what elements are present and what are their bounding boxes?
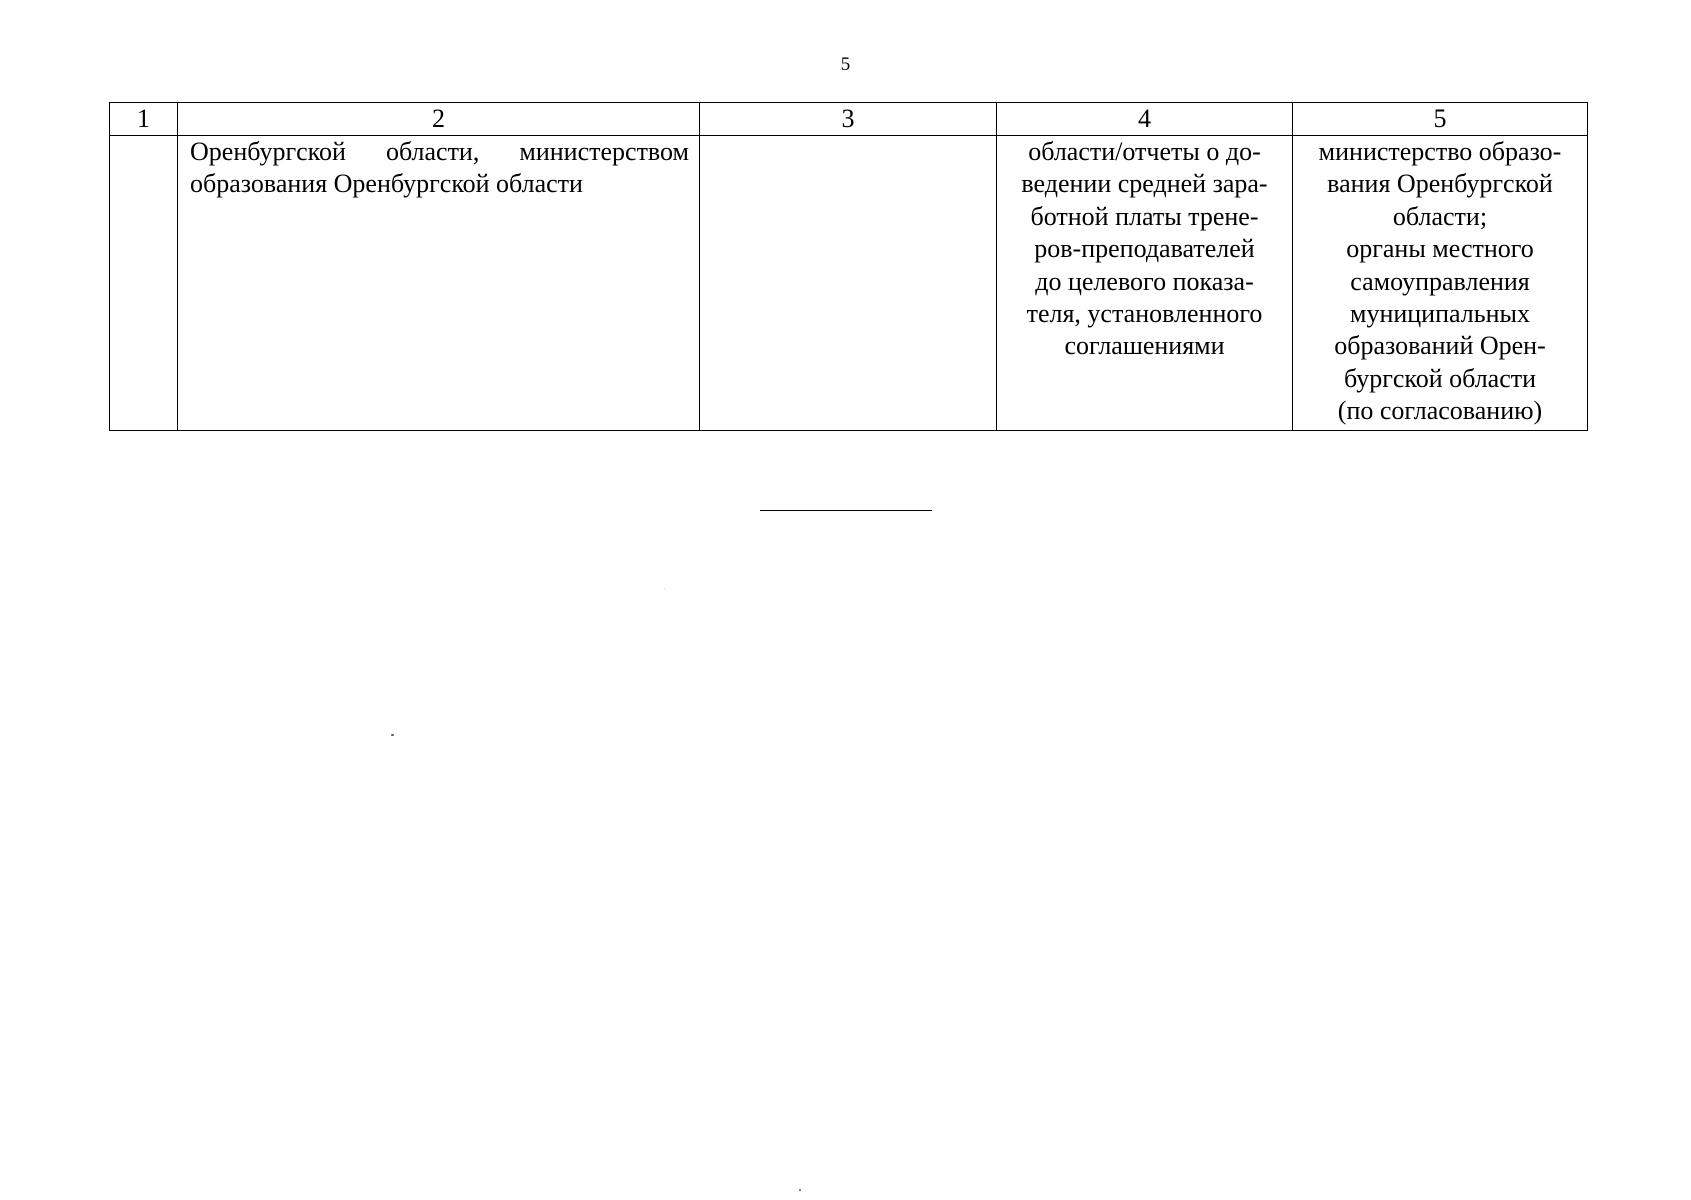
column-number-1: 1	[110, 103, 178, 136]
table-row	[110, 136, 1588, 431]
text-line: муниципальных	[1349, 299, 1530, 329]
cell-expected-result	[997, 136, 1293, 431]
scan-speck	[799, 1189, 801, 1191]
text-line: министерство образо-	[1318, 137, 1562, 166]
scan-speck	[664, 588, 665, 589]
text-line: органы местного	[1346, 234, 1534, 264]
separator-line	[760, 510, 932, 511]
text-line: вания Оренбургской	[1327, 169, 1553, 199]
text-line: образований Орен-	[1334, 331, 1546, 361]
cell-event-description	[178, 136, 700, 431]
text-line: области;	[1392, 201, 1488, 231]
text-line: до целевого показа-	[1035, 266, 1254, 296]
column-number-4: 4	[997, 103, 1293, 136]
text-line: самоуправления	[1350, 266, 1530, 296]
cell-responsible	[1293, 136, 1588, 431]
text-line: (по согласованию)	[1337, 396, 1543, 426]
scan-speck	[391, 734, 394, 736]
text-line: ботной платы трене-	[1030, 201, 1259, 231]
text-line: теля, установленного	[1026, 299, 1263, 329]
table-header-row	[110, 103, 1588, 136]
text-line: образования Оренбургской области	[190, 169, 583, 199]
document-table	[109, 102, 1588, 431]
column-number-2: 2	[178, 103, 700, 136]
text-line: Оренбургской области, министерством	[190, 137, 689, 166]
text-line: соглашениями	[1064, 331, 1225, 361]
text-line: бургской области	[1343, 363, 1537, 393]
text-line: ведении средней зара-	[1021, 169, 1268, 199]
column-number-5: 5	[1293, 103, 1588, 136]
text-line: ров-преподавателей	[1034, 234, 1255, 264]
page-number: 5	[840, 54, 851, 75]
cell-deadline	[700, 136, 997, 431]
cell-number	[110, 136, 178, 431]
text-line: области/отчеты о до-	[1028, 137, 1261, 166]
column-number-3: 3	[700, 103, 997, 136]
